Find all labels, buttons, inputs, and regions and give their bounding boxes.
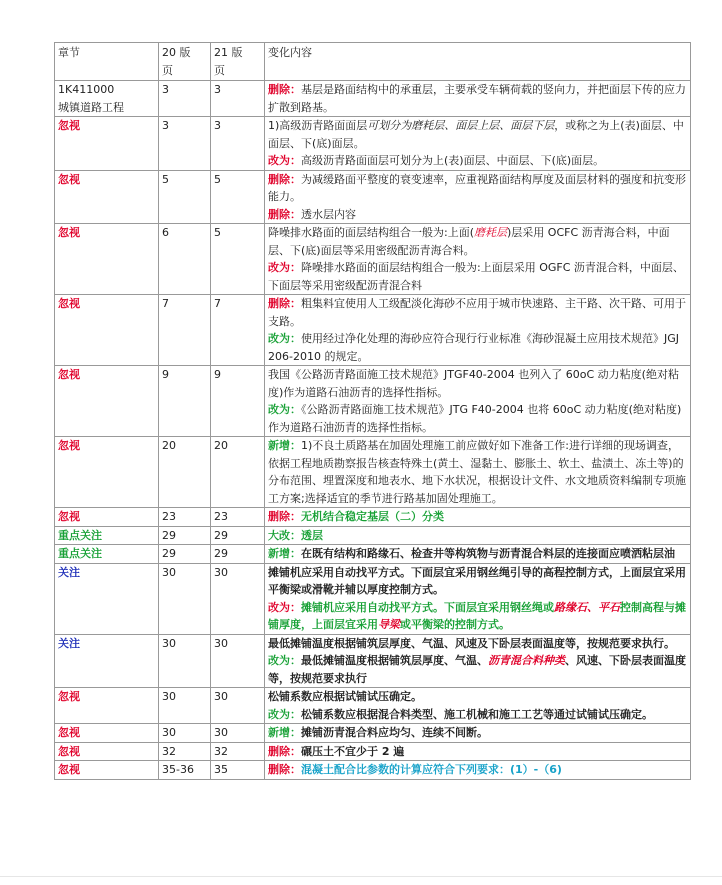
priority-tag: 重点关注 xyxy=(55,526,159,545)
change-label: 删除： xyxy=(268,763,301,776)
change-content xyxy=(265,224,691,295)
change-content xyxy=(265,545,691,564)
priority-tag: 忽视 xyxy=(55,761,159,780)
original-text: ，或称之为上(表)面层、中面层、下(底)面层。 xyxy=(268,119,684,150)
header-edition-20: 20 版 页 xyxy=(159,43,211,81)
table-row xyxy=(55,508,691,527)
priority-tag: 忽视 xyxy=(55,742,159,761)
table-row xyxy=(55,742,691,761)
priority-tag: 重点关注 xyxy=(55,545,159,564)
change-text: 在既有结构和路缘石、检查井等构筑物与沥青混合料层的连接面应喷洒粘层油 xyxy=(301,547,675,560)
table-row xyxy=(55,563,691,634)
page-21: 23 xyxy=(211,508,265,527)
change-emphasis: 路缘石、平石 xyxy=(554,600,620,614)
original-text: 1)高级沥青路面面层 xyxy=(268,119,368,132)
priority-tag: 关注 xyxy=(55,634,159,688)
change-text: 透水层内容 xyxy=(301,207,356,221)
page-21: 29 xyxy=(211,526,265,545)
page-21: 5 xyxy=(211,170,265,224)
priority-tag: 忽视 xyxy=(55,295,159,366)
page-20: 29 xyxy=(159,545,211,564)
change-content xyxy=(265,170,691,224)
change-content xyxy=(265,437,691,508)
row-chapter xyxy=(55,81,159,117)
page-21: 30 xyxy=(211,724,265,743)
page-21: 30 xyxy=(211,563,265,634)
change-text: 最低摊铺温度根据铺筑层厚度、气温、 xyxy=(301,654,488,667)
original-text: 摊铺机应采用自动找平方式。下面层宜采用钢丝绳引导的高程控制方式，上面层宜采用平衡梁或滑靴并辅以厚度控制方式。 xyxy=(268,565,686,596)
page-20: 7 xyxy=(159,295,211,366)
page-21: 35 xyxy=(211,761,265,780)
change-content xyxy=(265,295,691,366)
header-change: 变化内容 xyxy=(265,43,691,81)
page-20: 35-36 xyxy=(159,761,211,780)
change-table xyxy=(54,42,691,780)
change-label: 改为： xyxy=(268,654,301,667)
header-edition-21: 21 版 页 xyxy=(211,43,265,81)
table-row xyxy=(55,295,691,366)
original-text: 最低摊铺温度根据铺筑层厚度、气温、风速及下卧层表面温度等，按规范要求执行。 xyxy=(268,636,675,650)
change-content xyxy=(265,688,691,724)
change-content xyxy=(265,563,691,634)
table-row xyxy=(55,170,691,224)
change-text: 基层是路面结构中的承重层，主要承受车辆荷载的竖向力，并把面层下传的应力扩散到路基。 xyxy=(268,83,686,114)
table-row xyxy=(55,117,691,171)
priority-tag: 忽视 xyxy=(55,366,159,437)
page-21: 30 xyxy=(211,634,265,688)
priority-tag: 忽视 xyxy=(55,508,159,527)
change-text: 1)不良土质路基在加固处理施工前应做好如下准备工作:进行详细的现场调查，依据工程地质勘察报告核查特殊土(黄土、湿黏土、膨胀土、软土、盐渍土、冻土等)的分布范围、埋置深度和地表水、地下水状况，根据设计文件、水文地质资料编制专项施工方案;选择适宜的季节进行路基加固处理施工。 xyxy=(268,439,686,505)
page-21: 32 xyxy=(211,742,265,761)
priority-tag: 忽视 xyxy=(55,170,159,224)
change-text: 降噪排水路面的面层结构组合一般为:上面层采用 OGFC 沥青混合料，中面层、下面层等采用密级配沥青混合料 xyxy=(268,261,684,292)
change-label: 大改： xyxy=(268,528,301,542)
change-text: 摊铺沥青混合料应均匀、连续不间断。 xyxy=(301,726,488,739)
table-row xyxy=(55,526,691,545)
change-label: 删除： xyxy=(268,297,301,310)
priority-tag: 忽视 xyxy=(55,724,159,743)
priority-tag: 忽视 xyxy=(55,117,159,171)
table-row xyxy=(55,724,691,743)
table-row xyxy=(55,688,691,724)
page-20: 30 xyxy=(159,688,211,724)
change-content xyxy=(265,81,691,117)
page-21: 5 xyxy=(211,224,265,295)
change-content xyxy=(265,508,691,527)
page-divider xyxy=(0,876,722,877)
change-label: 改为： xyxy=(268,332,301,345)
change-label: 改为： xyxy=(268,261,301,274)
change-content xyxy=(265,761,691,780)
change-text: 松铺系数应根据混合料类型、施工机械和施工工艺等通过试铺试压确定。 xyxy=(301,707,653,721)
page-20: 30 xyxy=(159,563,211,634)
change-label: 新增： xyxy=(268,547,301,560)
table-row xyxy=(55,761,691,780)
change-text: 混凝土配合比参数的计算应符合下列要求：(1）-（6) xyxy=(301,763,562,776)
page-21: 7 xyxy=(211,295,265,366)
change-label: 改为： xyxy=(268,707,301,721)
page-20: 23 xyxy=(159,508,211,527)
change-label: 新增： xyxy=(268,439,301,452)
change-text: 或平衡梁的控制方式。 xyxy=(400,618,510,631)
priority-tag: 忽视 xyxy=(55,688,159,724)
page-21: 20 xyxy=(211,437,265,508)
change-label: 删除： xyxy=(268,510,301,523)
table-row xyxy=(55,224,691,295)
priority-tag: 忽视 xyxy=(55,224,159,295)
change-label: 新增： xyxy=(268,726,301,739)
page-20: 5 xyxy=(159,170,211,224)
page-20: 30 xyxy=(159,634,211,688)
change-label: 删除： xyxy=(268,172,301,186)
original-text: 松铺系数应根据试铺试压确定。 xyxy=(268,690,422,703)
change-content xyxy=(265,117,691,171)
table-row xyxy=(55,545,691,564)
change-text: 粗集料宜使用人工级配淡化海砂不应用于城市快速路、主干路、次干路、可用于支路。 xyxy=(268,297,686,328)
table-row xyxy=(55,437,691,508)
change-content xyxy=(265,724,691,743)
header-chapter: 章节 xyxy=(55,43,159,81)
change-content xyxy=(265,742,691,761)
change-text: 控制高程与摊铺厚度，上面层宜采用 xyxy=(268,600,686,631)
original-text: 我国《公路沥青路面施工技术规范》JTGF40-2004 也列入了 60oC 动力粘度(绝对粘度)作为道路石油沥青的选择性指标。 xyxy=(268,368,679,399)
page-20: 3 xyxy=(159,81,211,117)
change-text: 高级沥青路面面层可划分为上(表)面层、中面层、下(底)面层。 xyxy=(301,154,605,167)
table-header xyxy=(55,43,691,81)
original-text: 降噪排水路面的面层结构组合一般为:上面( xyxy=(268,226,474,239)
priority-tag: 关注 xyxy=(55,563,159,634)
change-label: 改为： xyxy=(268,154,301,167)
change-label: 改为： xyxy=(268,600,301,614)
page-20: 3 xyxy=(159,117,211,171)
original-emphasis: 可划分为磨耗层、面层上层、面层下层 xyxy=(367,119,555,132)
chapter-title: 城镇道路工程 xyxy=(58,100,124,114)
change-content xyxy=(265,366,691,437)
change-text: 为减缓路面平整度的衰变速率，应重视路面结构厚度及面层材料的强度和抗变形能力。 xyxy=(268,172,686,203)
change-emphasis: 导梁 xyxy=(378,618,400,631)
change-label: 删除： xyxy=(268,744,301,758)
original-emphasis: 磨耗层 xyxy=(474,226,507,239)
change-text: 透层 xyxy=(301,528,323,542)
change-emphasis: 沥青混合料种类 xyxy=(488,654,565,667)
original-text: )层采用 OCFC 沥青海合料，中面层、下(底)面层等采用密级配沥青海合料。 xyxy=(268,226,670,257)
priority-tag: 忽视 xyxy=(55,437,159,508)
table-row xyxy=(55,366,691,437)
document-page xyxy=(54,42,690,780)
page-21: 29 xyxy=(211,545,265,564)
page-20: 29 xyxy=(159,526,211,545)
change-label: 删除： xyxy=(268,207,301,221)
change-content xyxy=(265,526,691,545)
change-content xyxy=(265,634,691,688)
change-text: 碾压土不宜少于 2 遍 xyxy=(301,744,405,758)
page-20: 30 xyxy=(159,724,211,743)
change-text: 、风速、下卧层表面温度等，按规范要求执行 xyxy=(268,654,686,685)
change-text: 摊铺机应采用自动找平方式。下面层宜采用钢丝绳或 xyxy=(301,600,554,614)
page-20: 32 xyxy=(159,742,211,761)
change-text: 使用经过净化处理的海砂应符合现行行业标准《海砂混凝土应用技术规范》JGJ 206-2010 的规定。 xyxy=(268,332,680,363)
page-21: 3 xyxy=(211,81,265,117)
page-20: 20 xyxy=(159,437,211,508)
page-20: 6 xyxy=(159,224,211,295)
page-20: 9 xyxy=(159,366,211,437)
change-text: 《公路沥青路面施工技术规范》JTG F40-2004 也将 60oC 动力粘度(绝对粘度)作为道路石油沥青的选择性指标。 xyxy=(268,403,682,434)
page-21: 9 xyxy=(211,366,265,437)
change-label: 删除： xyxy=(268,83,301,96)
table-row xyxy=(55,81,691,117)
table-row xyxy=(55,634,691,688)
change-text: 无机结合稳定基层（二）分类 xyxy=(301,510,444,523)
chapter-code: 1K411000 xyxy=(58,83,115,96)
page-21: 3 xyxy=(211,117,265,171)
page-21: 30 xyxy=(211,688,265,724)
change-label: 改为： xyxy=(268,403,301,416)
